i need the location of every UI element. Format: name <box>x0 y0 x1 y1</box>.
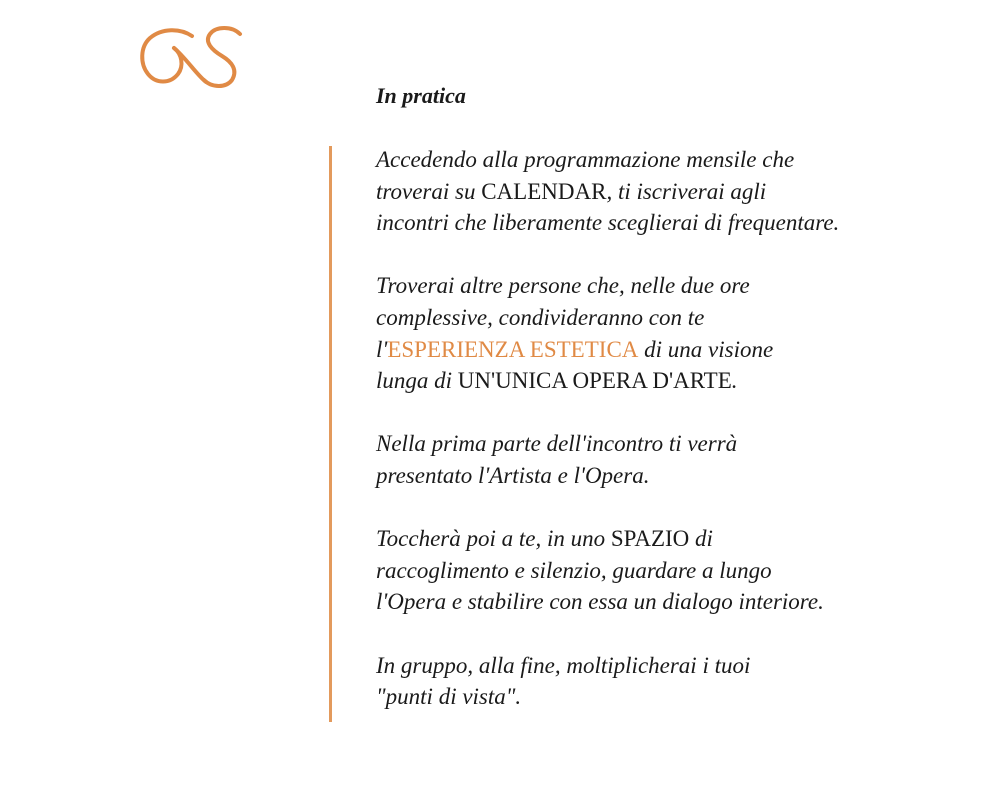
text-line <box>376 176 976 208</box>
text-fragment: l' <box>376 336 388 362</box>
paragraph-gruppo <box>376 650 976 713</box>
paragraph-calendar <box>376 144 976 239</box>
text-fragment: di una visione <box>638 336 774 362</box>
text-fragment: Toccherà poi a te, in uno <box>376 526 611 552</box>
text-line: complessive, condivideranno con te <box>376 304 705 330</box>
opera-keyword: UN'UNICA OPERA D'ARTE <box>457 368 732 394</box>
text-fragment: . <box>731 368 738 394</box>
text-line: Troverai altre persone che, nelle due ore <box>376 273 750 299</box>
text-line: incontri che liberamente sceglierai di frequentare. <box>376 210 840 236</box>
text-line: presentato l'Artista e l'Opera. <box>376 462 650 488</box>
text-line: l'Opera e stabilire con essa un dialogo interiore. <box>376 589 824 615</box>
text-line: In gruppo, alla fine, moltiplicherai i tuoi <box>376 652 751 678</box>
text-line: raccoglimento e silenzio, guardare a lungo <box>376 557 772 583</box>
vertical-accent-rule <box>329 146 332 722</box>
text-fragment: , ti iscriverai agli <box>606 178 767 204</box>
text-fragment: troverai su <box>376 178 482 204</box>
spazio-keyword: SPAZIO <box>610 526 690 552</box>
esperienza-estetica-highlight: ESPERIENZA ESTETICA <box>387 336 639 362</box>
text-line: Nella prima parte dell'incontro ti verrà <box>376 431 738 457</box>
text-line <box>376 523 976 555</box>
body-text <box>376 144 976 744</box>
paragraph-spazio <box>376 523 976 618</box>
paragraph-presentazione <box>376 428 976 491</box>
text-line <box>376 334 976 366</box>
text-line <box>376 365 976 397</box>
text-line: "punti di vista". <box>376 684 522 710</box>
calendar-keyword: CALENDAR <box>481 178 607 204</box>
text-line: Accedendo alla programmazione mensile che <box>376 147 795 172</box>
monogram-s-logo-icon <box>136 22 248 92</box>
section-heading: In pratica <box>376 83 466 108</box>
text-fragment: lunga di <box>376 368 458 394</box>
text-fragment: di <box>689 526 713 552</box>
paragraph-esperienza <box>376 270 976 396</box>
